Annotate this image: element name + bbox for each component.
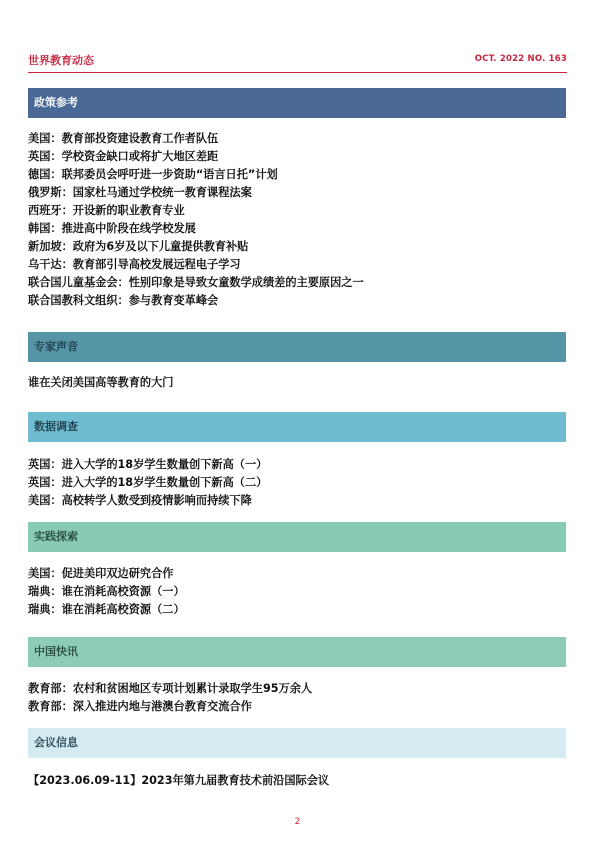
article-link[interactable]: 乌干达：教育部引导高校发展远程电子学习 (28, 258, 241, 271)
section-title: 中国快讯 (34, 645, 78, 658)
section-header-expert-voice (28, 332, 566, 362)
article-link[interactable]: 德国：联邦委员会呼吁进一步资助“语言日托”计划 (28, 168, 278, 181)
article-link[interactable]: 新加坡：政府为6岁及以下儿童提供教育补贴 (28, 240, 249, 253)
article-link[interactable]: 瑞典：谁在消耗高校资源（二） (28, 603, 185, 616)
section-practice (28, 522, 566, 619)
article-link[interactable]: 俄罗斯：国家杜马通过学校统一教育课程法案 (28, 186, 252, 199)
section-header-conference (28, 728, 566, 758)
article-link[interactable]: 英国：进入大学的18岁学生数量创下新高（二） (28, 476, 268, 489)
section-header-data-survey (28, 412, 566, 442)
section-header-practice (28, 522, 566, 552)
section-title: 会议信息 (34, 736, 78, 749)
section-title: 实践探索 (34, 530, 78, 543)
article-link[interactable]: 韩国：推进高中阶段在线学校发展 (28, 222, 196, 235)
article-link[interactable]: 教育部：农村和贫困地区专项计划累计录取学生95万余人 (28, 682, 313, 695)
page-header (28, 52, 567, 73)
section-title: 政策参考 (34, 96, 78, 109)
article-link[interactable]: 谁在关闭美国高等教育的大门 (28, 376, 174, 389)
section-title: 数据调查 (34, 420, 78, 433)
article-link[interactable]: 美国：教育部投资建设教育工作者队伍 (28, 132, 219, 145)
article-link[interactable]: 美国：高校转学人数受到疫情影响而持续下降 (28, 494, 252, 507)
section-policy (28, 88, 566, 310)
article-link[interactable]: 【2023.06.09-11】2023年第九届教育技术前沿国际会议 (28, 774, 330, 787)
article-link[interactable]: 教育部：深入推进内地与港澳台教育交流合作 (28, 700, 252, 713)
section-title: 专家声音 (34, 340, 78, 353)
article-link[interactable]: 美国：促进美印双边研究合作 (28, 567, 174, 580)
section-header-policy (28, 88, 566, 118)
section-expert-voice (28, 332, 566, 392)
section-data-survey (28, 412, 566, 510)
article-link[interactable]: 瑞典：谁在消耗高校资源（一） (28, 585, 185, 598)
section-conference (28, 728, 566, 790)
article-link[interactable]: 西班牙：开设新的职业教育专业 (28, 204, 185, 217)
section-header-china-news (28, 637, 566, 667)
section-china-news (28, 637, 566, 716)
publication-title: 世界教育动态 (28, 54, 94, 67)
issue-number: OCT. 2022 NO. 163 (474, 54, 567, 64)
page-number: 2 (294, 817, 301, 827)
article-link[interactable]: 联合国教科文组织：参与教育变革峰会 (28, 294, 219, 307)
article-link[interactable]: 联合国儿童基金会：性别印象是导致女童数学成绩差的主要原因之一 (28, 276, 364, 289)
article-link[interactable]: 英国：进入大学的18岁学生数量创下新高（一） (28, 458, 268, 471)
article-link[interactable]: 英国：学校资金缺口或将扩大地区差距 (28, 150, 219, 163)
